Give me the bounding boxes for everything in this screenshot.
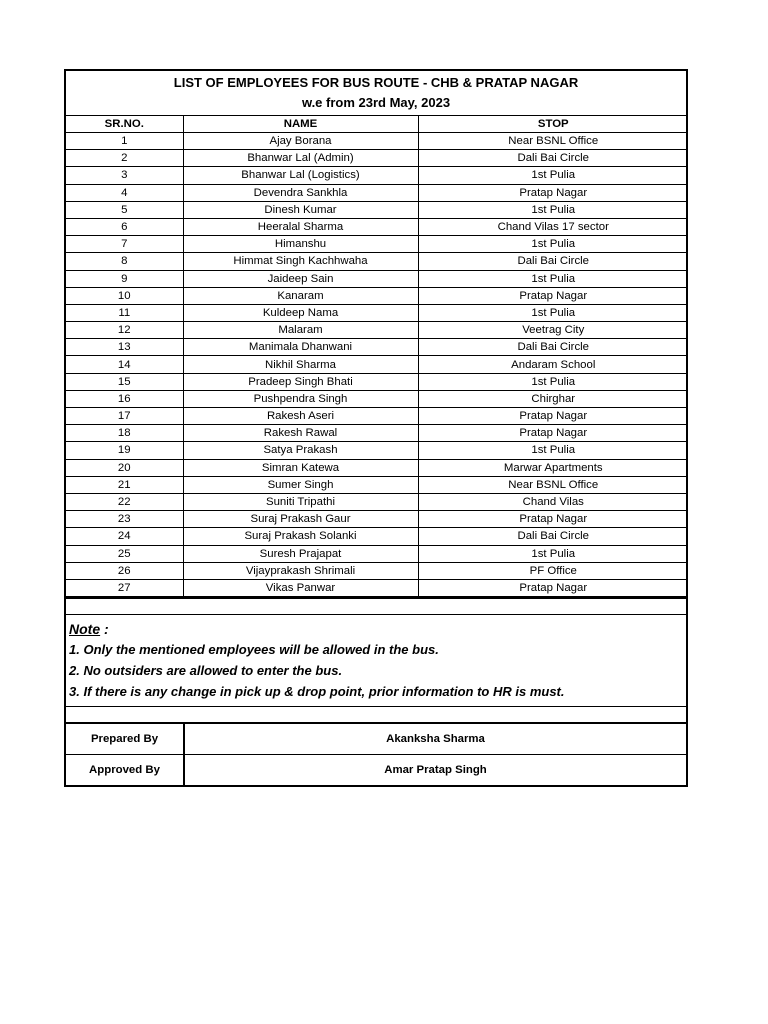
cell-name: Suniti Tripathi	[183, 493, 418, 510]
cell-stop: Pratap Nagar	[418, 184, 688, 201]
cell-name: Vijayprakash Shrimali	[183, 562, 418, 579]
cell-srno: 6	[66, 218, 183, 235]
cell-srno: 1	[66, 133, 183, 150]
cell-name: Himanshu	[183, 236, 418, 253]
cell-srno: 13	[66, 339, 183, 356]
cell-stop: Pratap Nagar	[418, 287, 688, 304]
cell-name: Simran Katewa	[183, 459, 418, 476]
table-row	[66, 442, 688, 459]
prepared-by-row	[66, 724, 686, 755]
table-row	[66, 218, 688, 235]
table-header-row	[66, 116, 688, 133]
cell-srno: 11	[66, 304, 183, 321]
cell-srno: 9	[66, 270, 183, 287]
cell-name: Dinesh Kumar	[183, 201, 418, 218]
note-item: 2. No outsiders are allowed to enter the bus.	[69, 663, 343, 679]
table-row	[66, 579, 688, 597]
cell-stop: Chirghar	[418, 390, 688, 407]
cell-name: Kanaram	[183, 287, 418, 304]
column-header-name: NAME	[183, 116, 418, 133]
document-subtitle: w.e from 23rd May, 2023	[301, 95, 451, 110]
cell-stop: 1st Pulia	[418, 304, 688, 321]
cell-srno: 14	[66, 356, 183, 373]
table-row	[66, 167, 688, 184]
cell-name: Suresh Prajapat	[183, 545, 418, 562]
table-row	[66, 545, 688, 562]
approved-by-name: Amar Pratap Singh	[184, 755, 686, 786]
title-block	[66, 71, 686, 116]
cell-stop: 1st Pulia	[418, 270, 688, 287]
cell-stop: Pratap Nagar	[418, 511, 688, 528]
cell-name: Manimala Dhanwani	[183, 339, 418, 356]
prepared-by-label: Prepared By	[66, 724, 184, 755]
cell-name: Ajay Borana	[183, 133, 418, 150]
cell-name: Suraj Prakash Solanki	[183, 528, 418, 545]
cell-name: Rakesh Rawal	[183, 425, 418, 442]
table-row	[66, 322, 688, 339]
cell-name: Kuldeep Nama	[183, 304, 418, 321]
notes-section	[66, 615, 686, 707]
cell-srno: 27	[66, 579, 183, 597]
cell-stop: Near BSNL Office	[418, 133, 688, 150]
note-item: 1. Only the mentioned employees will be allowed in the bus.	[69, 642, 439, 658]
cell-srno: 22	[66, 493, 183, 510]
cell-stop: 1st Pulia	[418, 442, 688, 459]
cell-stop: Chand Vilas 17 sector	[418, 218, 688, 235]
column-header-srno: SR.NO.	[66, 116, 183, 133]
cell-name: Himmat Singh Kachhwaha	[183, 253, 418, 270]
note-item: 3. If there is any change in pick up & drop point, prior information to HR is must.	[69, 684, 565, 700]
cell-name: Jaideep Sain	[183, 270, 418, 287]
cell-stop: 1st Pulia	[418, 373, 688, 390]
employee-table	[66, 116, 688, 599]
cell-srno: 20	[66, 459, 183, 476]
cell-name: Rakesh Aseri	[183, 408, 418, 425]
blank-row	[66, 707, 686, 723]
cell-srno: 15	[66, 373, 183, 390]
cell-name: Satya Prakash	[183, 442, 418, 459]
cell-name: Pushpendra Singh	[183, 390, 418, 407]
table-row	[66, 562, 688, 579]
cell-name: Malaram	[183, 322, 418, 339]
cell-srno: 24	[66, 528, 183, 545]
approved-by-row	[66, 755, 686, 786]
cell-name: Suraj Prakash Gaur	[183, 511, 418, 528]
cell-srno: 19	[66, 442, 183, 459]
table-row	[66, 287, 688, 304]
cell-stop: Dali Bai Circle	[418, 253, 688, 270]
cell-stop: Dali Bai Circle	[418, 150, 688, 167]
cell-name: Heeralal Sharma	[183, 218, 418, 235]
cell-name: Bhanwar Lal (Admin)	[183, 150, 418, 167]
cell-stop: Pratap Nagar	[418, 425, 688, 442]
table-row	[66, 511, 688, 528]
cell-stop: PF Office	[418, 562, 688, 579]
employee-rows	[66, 133, 688, 598]
cell-srno: 10	[66, 287, 183, 304]
cell-srno: 21	[66, 476, 183, 493]
table-row	[66, 201, 688, 218]
table-row	[66, 270, 688, 287]
cell-stop: Marwar Apartments	[418, 459, 688, 476]
cell-stop: 1st Pulia	[418, 545, 688, 562]
cell-srno: 4	[66, 184, 183, 201]
cell-srno: 16	[66, 390, 183, 407]
note-colon: :	[100, 621, 109, 638]
cell-name: Pradeep Singh Bhati	[183, 373, 418, 390]
cell-srno: 18	[66, 425, 183, 442]
table-row	[66, 184, 688, 201]
table-row	[66, 390, 688, 407]
table-row	[66, 459, 688, 476]
cell-srno: 17	[66, 408, 183, 425]
cell-stop: Andaram School	[418, 356, 688, 373]
table-row	[66, 493, 688, 510]
employee-list-sheet	[64, 69, 688, 787]
cell-srno: 25	[66, 545, 183, 562]
signoff-table	[66, 723, 686, 785]
cell-srno: 7	[66, 236, 183, 253]
cell-srno: 12	[66, 322, 183, 339]
cell-name: Vikas Panwar	[183, 579, 418, 597]
cell-stop: Pratap Nagar	[418, 579, 688, 597]
cell-srno: 23	[66, 511, 183, 528]
cell-name: Devendra Sankhla	[183, 184, 418, 201]
table-row	[66, 133, 688, 150]
document-title: LIST OF EMPLOYEES FOR BUS ROUTE - CHB & PRATAP NAGAR	[173, 75, 579, 90]
approved-by-label: Approved By	[66, 755, 184, 786]
cell-stop: Chand Vilas	[418, 493, 688, 510]
prepared-by-name: Akanksha Sharma	[184, 724, 686, 755]
table-row	[66, 373, 688, 390]
cell-srno: 8	[66, 253, 183, 270]
table-row	[66, 476, 688, 493]
cell-stop: Dali Bai Circle	[418, 339, 688, 356]
cell-name: Sumer Singh	[183, 476, 418, 493]
table-row	[66, 150, 688, 167]
cell-stop: 1st Pulia	[418, 236, 688, 253]
table-row	[66, 253, 688, 270]
table-row	[66, 339, 688, 356]
cell-srno: 5	[66, 201, 183, 218]
table-row	[66, 236, 688, 253]
blank-row	[66, 599, 686, 615]
cell-stop: 1st Pulia	[418, 201, 688, 218]
note-heading: Note	[69, 621, 101, 638]
cell-srno: 26	[66, 562, 183, 579]
table-row	[66, 408, 688, 425]
table-row	[66, 528, 688, 545]
cell-stop: Dali Bai Circle	[418, 528, 688, 545]
cell-stop: Veetrag City	[418, 322, 688, 339]
table-row	[66, 356, 688, 373]
table-row	[66, 425, 688, 442]
table-row	[66, 304, 688, 321]
cell-name: Nikhil Sharma	[183, 356, 418, 373]
cell-stop: 1st Pulia	[418, 167, 688, 184]
cell-stop: Near BSNL Office	[418, 476, 688, 493]
cell-stop: Pratap Nagar	[418, 408, 688, 425]
cell-srno: 2	[66, 150, 183, 167]
column-header-stop: STOP	[418, 116, 688, 133]
cell-name: Bhanwar Lal (Logistics)	[183, 167, 418, 184]
cell-srno: 3	[66, 167, 183, 184]
